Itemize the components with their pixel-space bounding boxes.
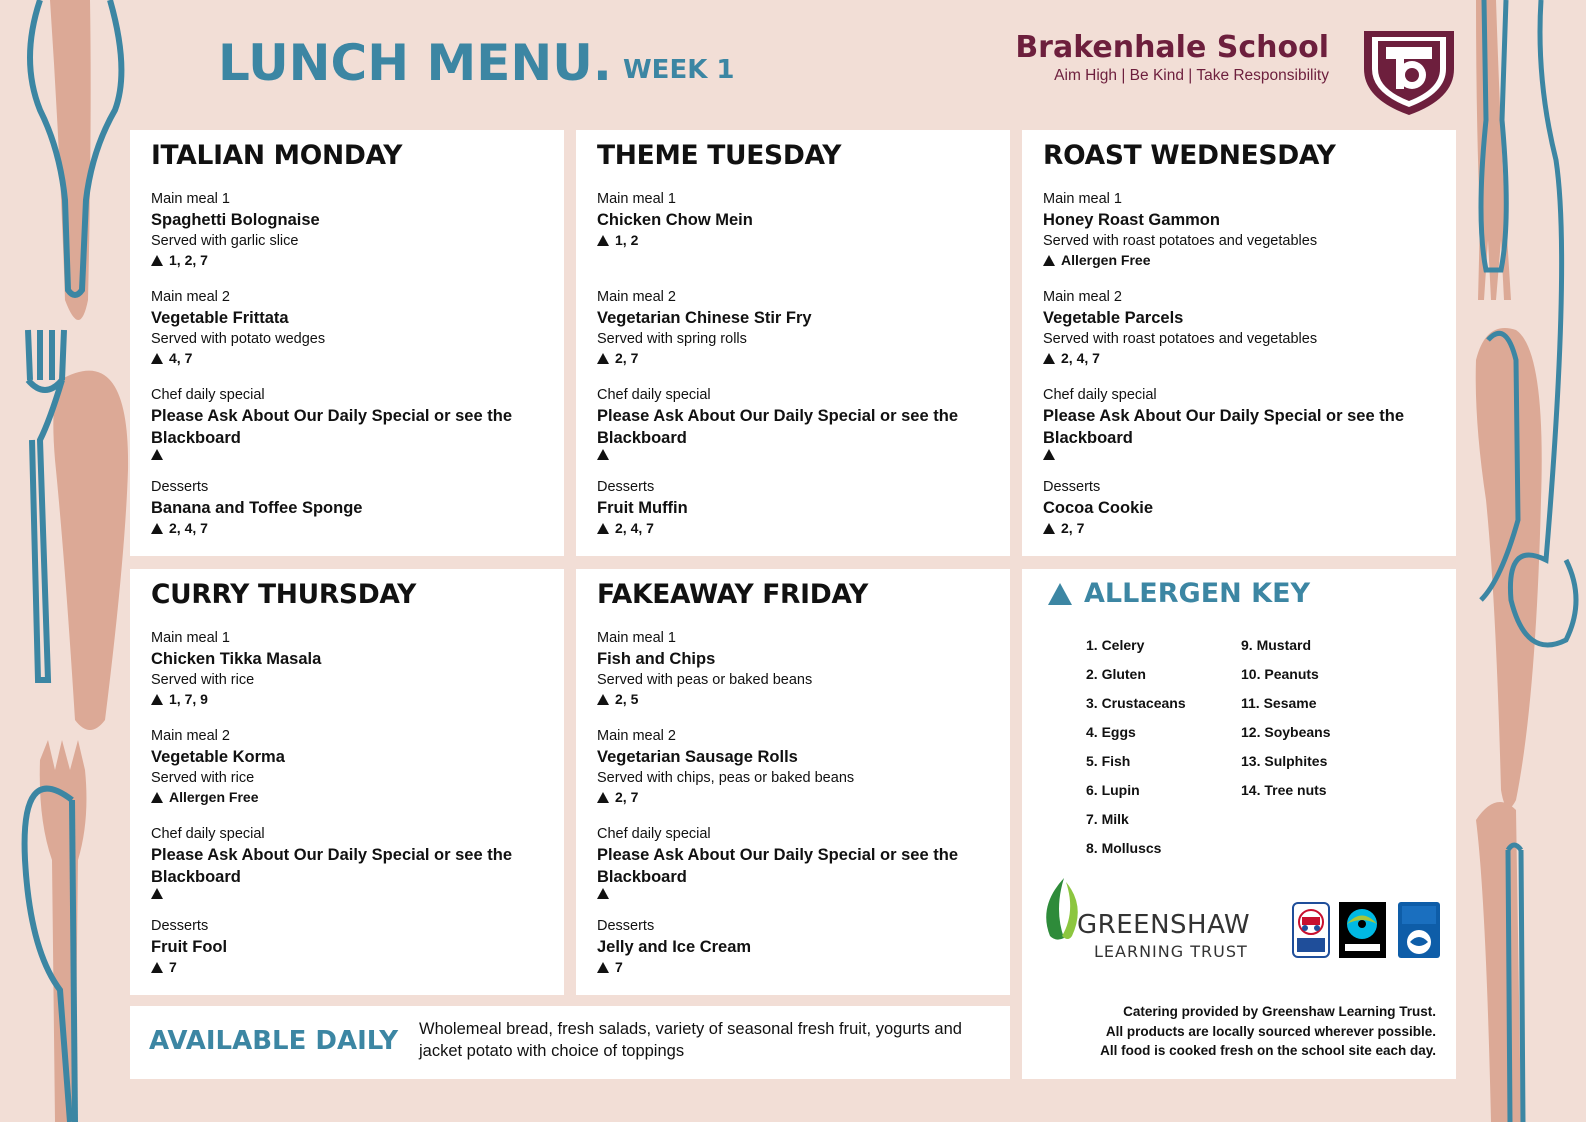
allergen-key-heading: ALLERGEN KEY	[1084, 578, 1311, 609]
meal-allergens	[151, 690, 544, 709]
available-daily-title: AVAILABLE DAILY	[149, 1026, 399, 1056]
allergen-codes: 4, 7	[169, 350, 193, 366]
partner-subtitle: LEARNING TRUST	[1094, 942, 1248, 961]
meal-label: Main meal 1	[151, 191, 230, 207]
meal-name: Chicken Chow Mein	[597, 211, 753, 229]
allergen-key-item: 1. Celery	[1086, 637, 1145, 653]
allergen-triangle-icon	[597, 353, 609, 364]
meal-description: Served with rice	[151, 672, 255, 688]
allergen-key-item: 3. Crustaceans	[1086, 695, 1186, 711]
red-tractor-logo-icon	[1292, 902, 1330, 958]
meal-item	[151, 824, 544, 899]
meal-allergens	[151, 449, 544, 460]
meal-label: Desserts	[597, 918, 655, 934]
allergen-codes: 2, 7	[1061, 520, 1085, 536]
allergen-triangle-icon	[1043, 449, 1055, 460]
allergen-triangle-icon	[151, 694, 163, 705]
allergen-codes: 7	[169, 959, 177, 975]
meal-label: Main meal 2	[1043, 289, 1122, 305]
catering-footer-note	[1036, 1002, 1436, 1061]
meal-label: Chef daily special	[597, 826, 711, 842]
allergen-key-column-2	[1241, 631, 1396, 863]
meal-label: Main meal 2	[597, 289, 676, 305]
day-card-tuesday	[576, 130, 1010, 556]
allergen-triangle-icon	[1048, 583, 1072, 605]
meal-name: Please Ask About Our Daily Special or see the Blackboard	[597, 846, 958, 886]
meal-item	[151, 628, 544, 709]
footer-note-line: All food is cooked fresh on the school site each day.	[1100, 1043, 1436, 1058]
allergen-triangle-icon	[597, 235, 609, 246]
meal-label: Desserts	[151, 479, 209, 495]
footer-note-line: All products are locally sourced wherever possible.	[1105, 1023, 1436, 1039]
meal-allergens	[597, 690, 990, 709]
meal-name: Vegetarian Sausage Rolls	[597, 748, 798, 766]
meal-allergens	[151, 958, 544, 977]
meal-description: Served with potato wedges	[151, 331, 326, 347]
allergen-triangle-icon	[597, 523, 609, 534]
allergen-triangle-icon	[151, 523, 163, 534]
allergen-key-item: 8. Molluscs	[1086, 840, 1162, 856]
meal-allergens	[1043, 449, 1436, 460]
meal-description: Served with rice	[151, 770, 255, 786]
allergen-triangle-icon	[151, 255, 163, 266]
meal-label: Main meal 1	[151, 630, 230, 646]
meal-item	[1043, 385, 1436, 460]
allergen-codes: Allergen Free	[1061, 252, 1151, 268]
allergen-key-item: 6. Lupin	[1086, 782, 1140, 798]
meal-item	[597, 628, 990, 709]
meal-item	[151, 189, 544, 270]
meal-allergens	[151, 349, 544, 368]
allergen-codes: 2, 7	[615, 789, 639, 805]
allergen-key-item: 2. Gluten	[1086, 666, 1146, 682]
allergen-key-item: 13. Sulphites	[1241, 753, 1328, 769]
allergen-codes: 1, 7, 9	[169, 691, 208, 707]
meal-allergens	[151, 251, 544, 270]
msc-logo-icon	[1398, 902, 1440, 958]
allergen-triangle-icon	[151, 888, 163, 899]
allergen-codes: 7	[615, 959, 623, 975]
allergen-triangle-icon	[151, 792, 163, 803]
meal-name: Jelly and Ice Cream	[597, 938, 752, 956]
allergen-triangle-icon	[1043, 353, 1055, 364]
meal-description: Served with roast potatoes and vegetables	[1043, 331, 1318, 347]
meal-label: Chef daily special	[151, 387, 265, 403]
meal-name: Please Ask About Our Daily Special or see the Blackboard	[151, 846, 512, 886]
meal-description: Served with peas or baked beans	[597, 672, 813, 688]
allergen-triangle-icon	[597, 888, 609, 899]
week-label: WEEK 1	[623, 55, 735, 85]
partner-name: GREENSHAW	[1077, 910, 1251, 940]
meal-item	[151, 726, 544, 807]
school-motto: Aim High | Be Kind | Take Responsibility	[1054, 67, 1329, 84]
meal-name: Honey Roast Gammon	[1043, 211, 1220, 229]
meal-label: Chef daily special	[1043, 387, 1157, 403]
meal-name: Please Ask About Our Daily Special or see the Blackboard	[151, 407, 512, 447]
cutlery-decoration-right-icon	[1446, 0, 1586, 1122]
meal-item	[1043, 189, 1436, 270]
meal-allergens	[597, 449, 990, 460]
meal-label: Main meal 2	[151, 728, 230, 744]
meal-label: Desserts	[151, 918, 209, 934]
meal-name: Vegetarian Chinese Stir Fry	[597, 309, 812, 327]
meal-item	[151, 477, 544, 538]
meal-allergens	[597, 958, 990, 977]
school-name: Brakenhale School	[1015, 30, 1329, 65]
meal-item	[1043, 287, 1436, 368]
meal-label: Chef daily special	[151, 826, 265, 842]
meal-description: Served with garlic slice	[151, 233, 299, 249]
meal-label: Main meal 2	[151, 289, 230, 305]
meal-name: Banana and Toffee Sponge	[151, 499, 363, 517]
meal-description: Served with spring rolls	[597, 331, 747, 347]
meal-allergens	[597, 519, 990, 538]
meal-item	[151, 385, 544, 460]
allergen-triangle-icon	[151, 353, 163, 364]
allergen-key-title	[1048, 578, 1456, 609]
day-card-wednesday	[1022, 130, 1456, 556]
meal-item	[597, 916, 990, 977]
meal-item	[597, 726, 990, 807]
allergen-codes: 2, 7	[615, 350, 639, 366]
allergen-triangle-icon	[597, 962, 609, 973]
allergen-key-item: 11. Sesame	[1241, 695, 1317, 711]
meal-item	[151, 287, 544, 368]
allergen-codes: Allergen Free	[169, 789, 259, 805]
allergen-key-item: 4. Eggs	[1086, 724, 1136, 740]
meal-name: Please Ask About Our Daily Special or see the Blackboard	[1043, 407, 1404, 447]
cutlery-decoration-left-icon	[0, 0, 130, 1122]
allergen-key-column-1	[1086, 631, 1241, 863]
meal-item	[597, 385, 990, 460]
day-title: THEME TUESDAY	[597, 140, 842, 171]
school-crest-icon	[1362, 29, 1456, 117]
meal-allergens	[151, 788, 544, 807]
allergen-key-list	[1086, 631, 1456, 863]
meal-description: Served with roast potatoes and vegetables	[1043, 233, 1318, 249]
allergen-triangle-icon	[1043, 255, 1055, 266]
day-title: ROAST WEDNESDAY	[1043, 140, 1336, 171]
day-title: CURRY THURSDAY	[151, 579, 416, 610]
fairtrade-logo-icon	[1339, 902, 1386, 958]
meal-allergens	[597, 349, 990, 368]
allergen-codes: 2, 4, 7	[169, 520, 208, 536]
meal-name: Vegetable Korma	[151, 748, 285, 766]
day-title: ITALIAN MONDAY	[151, 140, 403, 171]
meal-label: Main meal 1	[597, 191, 676, 207]
allergen-codes: 1, 2	[615, 232, 639, 248]
meal-allergens	[1043, 251, 1436, 270]
meal-item	[597, 477, 990, 538]
page-title: LUNCH MENU.	[218, 34, 612, 92]
meal-label: Desserts	[597, 479, 655, 495]
meal-label: Main meal 1	[597, 630, 676, 646]
footer-note-line: Catering provided by Greenshaw Learning Trust.	[1123, 1004, 1436, 1019]
allergen-triangle-icon	[151, 962, 163, 973]
meal-item	[597, 824, 990, 899]
meal-item	[597, 287, 990, 368]
meal-allergens	[1043, 519, 1436, 538]
meal-allergens	[597, 231, 990, 250]
allergen-key-item: 14. Tree nuts	[1241, 782, 1327, 798]
meal-label: Main meal 1	[1043, 191, 1122, 207]
meal-label: Desserts	[1043, 479, 1101, 495]
meal-name: Cocoa Cookie	[1043, 499, 1154, 517]
meal-item	[151, 916, 544, 977]
allergen-triangle-icon	[151, 449, 163, 460]
meal-name: Spaghetti Bolognaise	[151, 211, 320, 229]
meal-name: Vegetable Frittata	[151, 309, 289, 327]
allergen-key-item: 5. Fish	[1086, 753, 1131, 769]
day-title: FAKEAWAY FRIDAY	[597, 579, 868, 610]
meal-name: Vegetable Parcels	[1043, 309, 1184, 327]
meal-name: Fruit Fool	[151, 938, 228, 956]
allergen-codes: 2, 4, 7	[615, 520, 654, 536]
allergen-triangle-icon	[597, 449, 609, 460]
meal-name: Please Ask About Our Daily Special or see the Blackboard	[597, 407, 958, 447]
meal-allergens	[151, 519, 544, 538]
day-card-monday	[130, 130, 564, 556]
allergen-triangle-icon	[597, 694, 609, 705]
meal-allergens	[1043, 349, 1436, 368]
meal-item	[597, 189, 990, 250]
allergen-codes: 2, 4, 7	[1061, 350, 1100, 366]
allergen-triangle-icon	[597, 792, 609, 803]
allergen-key-item: 12. Soybeans	[1241, 724, 1331, 740]
day-card-friday	[576, 569, 1010, 995]
allergen-triangle-icon	[1043, 523, 1055, 534]
allergen-codes: 2, 5	[615, 691, 639, 707]
meal-label: Chef daily special	[597, 387, 711, 403]
meal-item	[1043, 477, 1436, 538]
allergen-key-item: 7. Milk	[1086, 811, 1129, 827]
allergen-codes: 1, 2, 7	[169, 252, 208, 268]
meal-label: Main meal 2	[597, 728, 676, 744]
meal-name: Fish and Chips	[597, 650, 716, 668]
meal-name: Fruit Muffin	[597, 499, 688, 517]
meal-allergens	[151, 888, 544, 899]
available-daily-text: Wholemeal bread, fresh salads, variety of seasonal fresh fruit, yogurts and jacket potato with choice of toppings	[419, 1020, 962, 1060]
day-card-thursday	[130, 569, 564, 995]
allergen-key-item: 9. Mustard	[1241, 637, 1312, 653]
meal-allergens	[597, 788, 990, 807]
meal-description: Served with chips, peas or baked beans	[597, 770, 855, 786]
meal-name: Chicken Tikka Masala	[151, 650, 322, 668]
meal-allergens	[597, 888, 990, 899]
allergen-key-item: 10. Peanuts	[1241, 666, 1319, 682]
available-daily-panel	[130, 1006, 1010, 1079]
